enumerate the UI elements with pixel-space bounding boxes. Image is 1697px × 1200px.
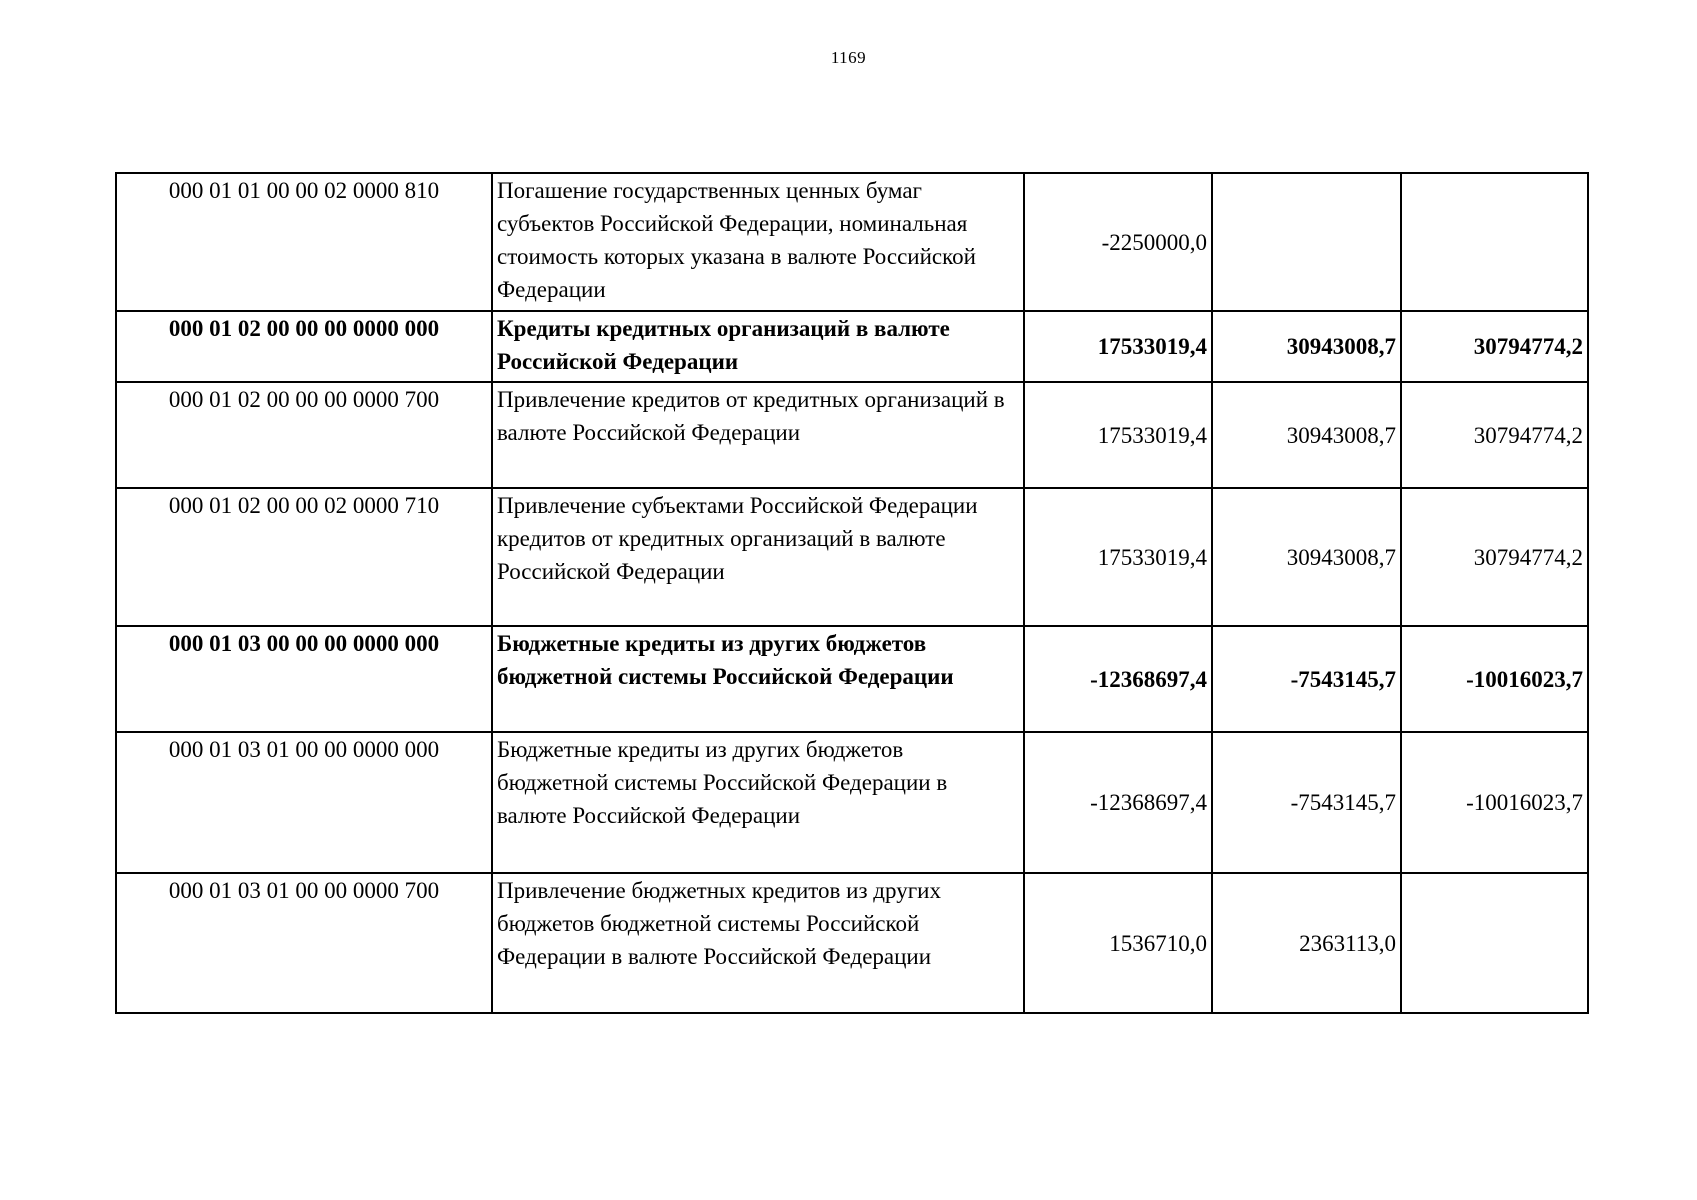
row-value-1: 17533019,4 bbox=[1024, 311, 1212, 382]
table-row bbox=[116, 732, 1588, 873]
row-code: 000 01 01 00 00 02 0000 810 bbox=[116, 173, 492, 311]
row-value-1: 17533019,4 bbox=[1024, 382, 1212, 488]
row-value-3 bbox=[1401, 873, 1588, 1013]
row-value-1: 1536710,0 bbox=[1024, 873, 1212, 1013]
row-name: Погашение государственных ценных бумаг субъектов Российской Федерации, номинальная стоимость которых указана в валюте Российской Федерации bbox=[492, 173, 1024, 311]
row-value-3 bbox=[1401, 173, 1588, 311]
row-value-3: 30794774,2 bbox=[1401, 311, 1588, 382]
row-value-2: -7543145,7 bbox=[1212, 626, 1401, 732]
row-code: 000 01 02 00 00 00 0000 700 bbox=[116, 382, 492, 488]
budget-sources-table bbox=[115, 172, 1589, 1014]
table-row bbox=[116, 873, 1588, 1013]
row-code: 000 01 03 00 00 00 0000 000 bbox=[116, 626, 492, 732]
row-value-1: -12368697,4 bbox=[1024, 626, 1212, 732]
row-name: Привлечение бюджетных кредитов из других бюджетов бюджетной системы Российской Федерации в валюте Российской Федерации bbox=[492, 873, 1024, 1013]
row-name: Бюджетные кредиты из других бюджетов бюджетной системы Российской Федерации в валюте Российской Федерации bbox=[492, 732, 1024, 873]
row-code: 000 01 03 01 00 00 0000 000 bbox=[116, 732, 492, 873]
row-value-3: -10016023,7 bbox=[1401, 732, 1588, 873]
row-value-2: -7543145,7 bbox=[1212, 732, 1401, 873]
row-value-2: 30943008,7 bbox=[1212, 311, 1401, 382]
row-name: Бюджетные кредиты из других бюджетов бюджетной системы Российской Федерации bbox=[492, 626, 1024, 732]
page-number: 1169 bbox=[830, 48, 867, 67]
table-row bbox=[116, 626, 1588, 732]
row-value-3: 30794774,2 bbox=[1401, 382, 1588, 488]
row-value-2: 30943008,7 bbox=[1212, 488, 1401, 626]
row-value-2 bbox=[1212, 173, 1401, 311]
row-name: Привлечение кредитов от кредитных организаций в валюте Российской Федерации bbox=[492, 382, 1024, 488]
row-value-3: 30794774,2 bbox=[1401, 488, 1588, 626]
row-value-1: -2250000,0 bbox=[1024, 173, 1212, 311]
table-row bbox=[116, 311, 1588, 382]
row-name: Привлечение субъектами Российской Федерации кредитов от кредитных организаций в валюте Российской Федерации bbox=[492, 488, 1024, 626]
row-code: 000 01 02 00 00 00 0000 000 bbox=[116, 311, 492, 382]
row-value-2: 30943008,7 bbox=[1212, 382, 1401, 488]
row-name: Кредиты кредитных организаций в валюте Российской Федерации bbox=[492, 311, 1024, 382]
row-value-1: -12368697,4 bbox=[1024, 732, 1212, 873]
row-code: 000 01 03 01 00 00 0000 700 bbox=[116, 873, 492, 1013]
row-value-2: 2363113,0 bbox=[1212, 873, 1401, 1013]
row-code: 000 01 02 00 00 02 0000 710 bbox=[116, 488, 492, 626]
row-value-1: 17533019,4 bbox=[1024, 488, 1212, 626]
table-row bbox=[116, 488, 1588, 626]
table-row bbox=[116, 173, 1588, 311]
table-row bbox=[116, 382, 1588, 488]
row-value-3: -10016023,7 bbox=[1401, 626, 1588, 732]
